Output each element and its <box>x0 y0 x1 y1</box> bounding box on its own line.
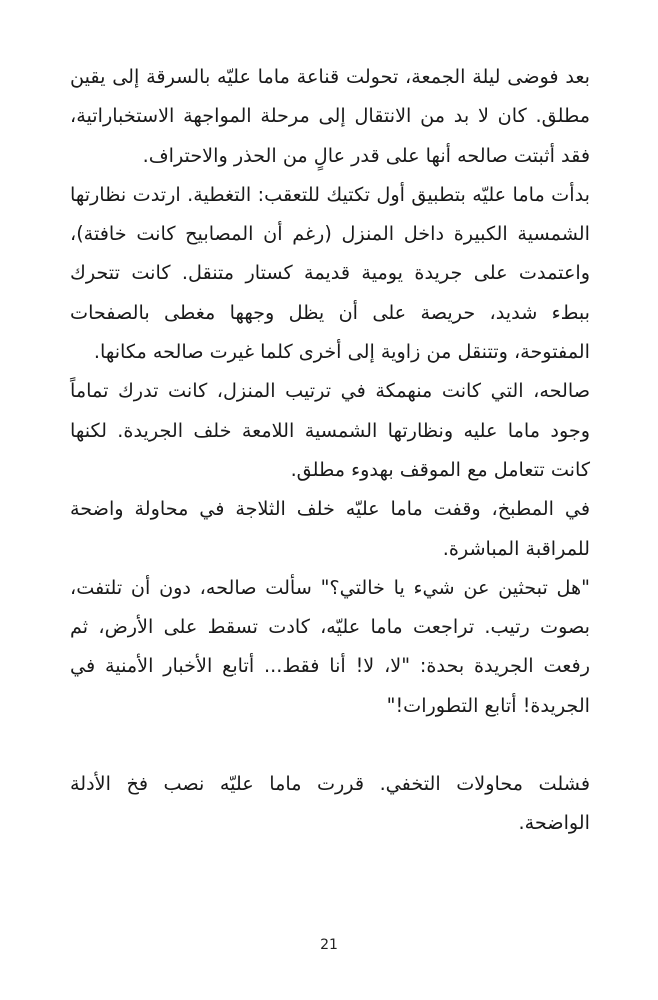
paragraph-6: فشلت محاولات التخفي. قررت ماما عليّه نصب فخ الأدلة الواضحة. <box>70 772 590 835</box>
paragraph-1: بعد فوضى ليلة الجمعة، تحولت قناعة ماما عليّه بالسرقة إلى يقين مطلق. كان لا بد من الانتقال إلى مرحلة المواجهة الاستخباراتية، فقد أثبتت صالحه أنها على قدر عالٍ من الحذر والاحتراف. <box>70 65 590 167</box>
body-text <box>70 57 590 843</box>
paragraph-4: في المطبخ، وقفت ماما عليّه خلف الثلاجة في محاولة واضحة للمراقبة المباشرة. <box>70 497 590 560</box>
paragraph-3: صالحه، التي كانت منهمكة في ترتيب المنزل، كانت تدرك تماماً وجود ماما عليه ونظارتها الشمسية اللامعة خلف الجريدة. لكنها كانت تتعامل مع الموقف بهدوء مطلق. <box>70 379 590 481</box>
page-number: 21 <box>320 937 338 953</box>
paragraph-5: "هل تبحثين عن شيء يا خالتي؟" سألت صالحه، دون أن تلتفت، بصوت رتيب. تراجعت ماما عليّه، كادت تسقط على الأرض، ثم رفعت الجريدة بحدة: "لا، لا! أنا فقط... أتابع الأخبار الأمنية في الجريدة! أتابع التطورات!" <box>70 575 590 717</box>
paragraph-2: بدأت ماما عليّه بتطبيق أول تكتيك للتعقب: التغطية. ارتدت نظارتها الشمسية الكبيرة داخل المنزل (رغم أن المصابيح كانت خافتة)، واعتمدت على جريدة يومية قديمة كستار متنقل. كانت تتحرك ببطء شديد، حريصة على أن يظل وجهها مغطى بالصفحات المفتوحة، وتتنقل من زاوية إلى أخرى كلما غيرت صالحه مكانها. <box>70 182 590 364</box>
